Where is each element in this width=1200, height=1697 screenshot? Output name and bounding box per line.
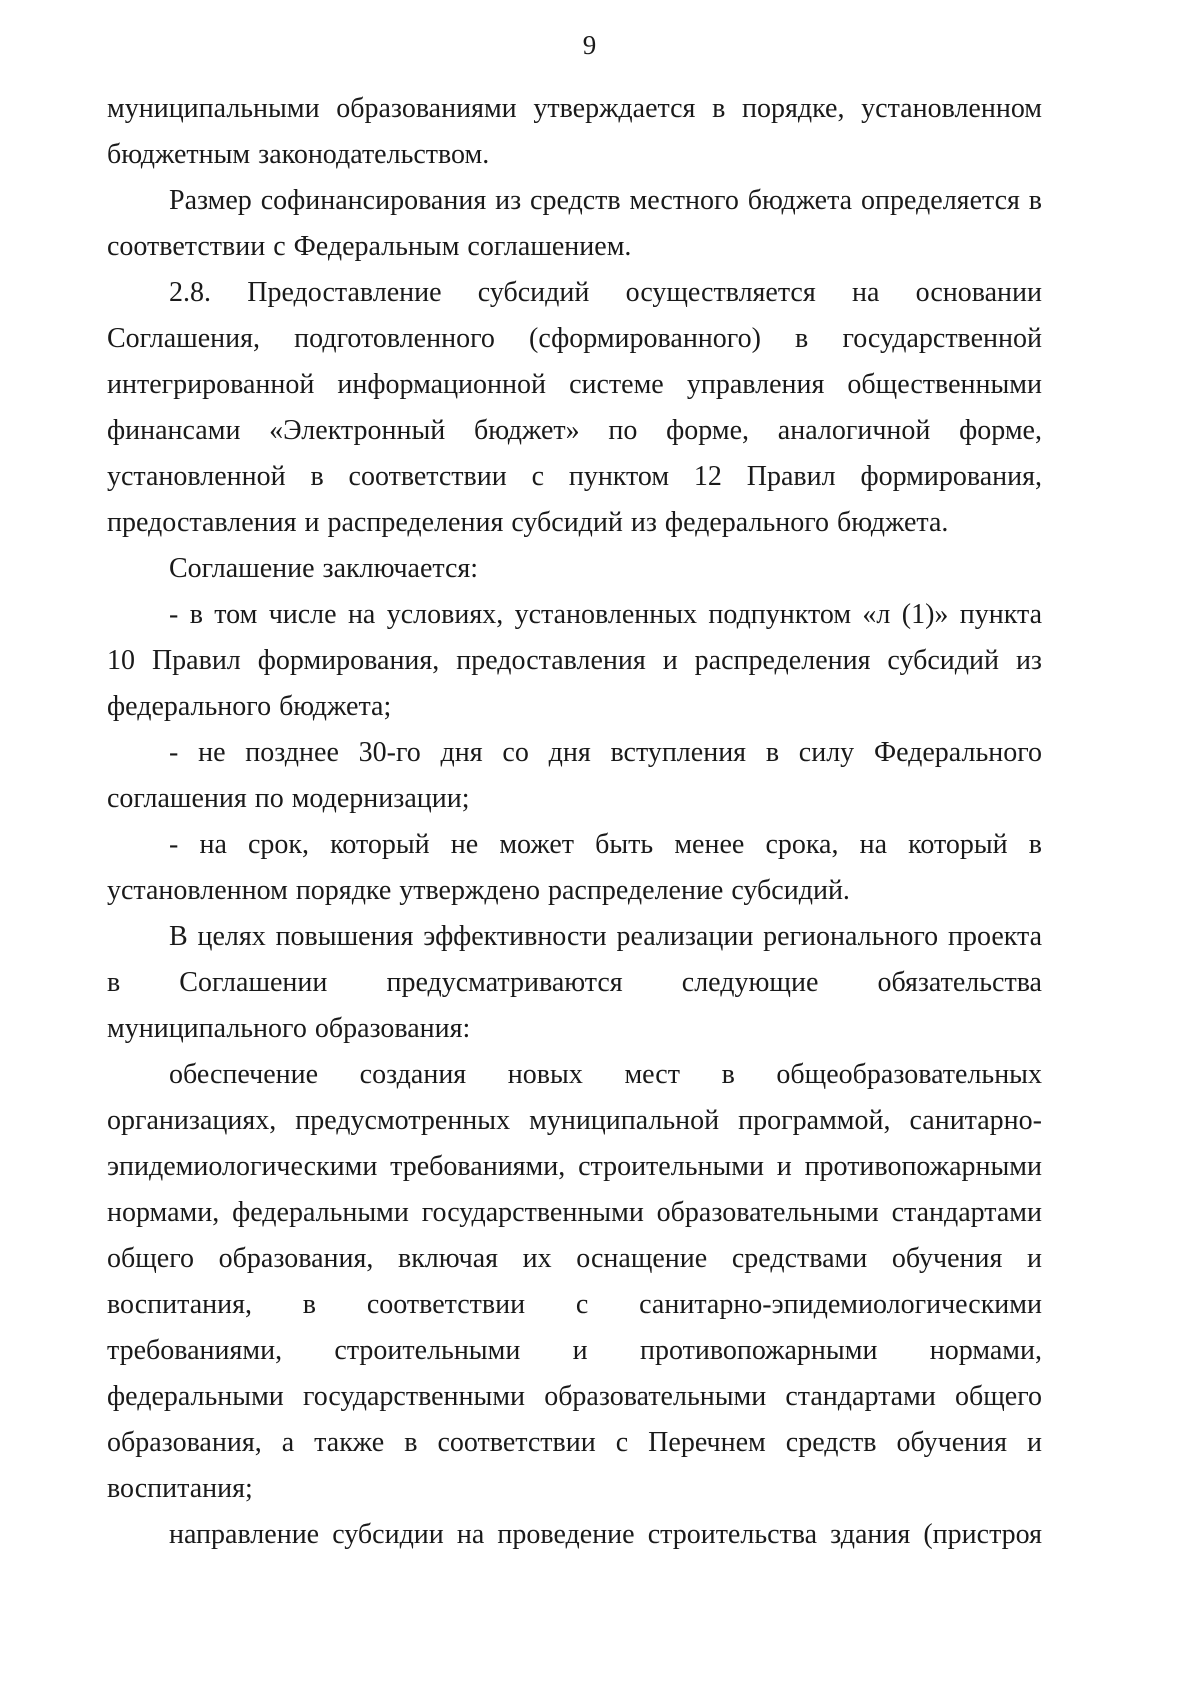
- paragraph-continuation: муниципальными образованиями утверждается в порядке, установленном бюджетным законодательством.: [107, 93, 1042, 170]
- paragraph-obligation-new-places: обеспечение создания новых мест в общеобразовательных организациях, предусмотренных муниципальной программой, санитарно-эпидемиологическими требованиями, строительными и противопожарными нормами, федеральными государственными образовательными стандартами общего образования, включая их оснащение средствами обучения и воспитания, в соответствии с санитарно-эпидемиологическими требованиями, строительными и противопожарными нормами, федеральными государственными образовательными стандартами общего образования, а также в соответствии с Перечнем средств обучения и воспитания;: [107, 1059, 1042, 1504]
- paragraph-list-item-deadline: - не позднее 30-го дня со дня вступления в силу Федерального соглашения по модернизации;: [107, 737, 1042, 814]
- page-number: 9: [582, 30, 597, 60]
- paragraph-clause-2-8: 2.8. Предоставление субсидий осуществляется на основании Соглашения, подготовленного (сформированного) в государственной интегрированной информационной системе управления общественными финансами «Электронный бюджет» по форме, аналогичной форме, установленной в соответствии с пунктом 12 Правил формирования, предоставления и распределения субсидий из федерального бюджета.: [107, 277, 1042, 538]
- paragraph-agreement-intro: Соглашение заключается:: [169, 553, 479, 584]
- paragraph-cofinancing: Размер софинансирования из средств местного бюджета определяется в соответствии с Федеральным соглашением.: [107, 185, 1042, 262]
- paragraph-obligation-subsidy-direction: направление субсидии на проведение строительства здания (пристроя: [169, 1519, 1042, 1550]
- document-body: [107, 86, 1042, 1558]
- paragraph-list-item-term: - на срок, который не может быть менее срока, на который в установленном порядке утверждено распределение субсидий.: [107, 829, 1042, 906]
- paragraph-obligations-intro: В целях повышения эффективности реализации регионального проекта в Соглашении предусматриваются следующие обязательства муниципального образования:: [107, 921, 1042, 1044]
- paragraph-list-item-conditions: - в том числе на условиях, установленных подпунктом «л (1)» пункта 10 Правил формирования, предоставления и распределения субсидий из федерального бюджета;: [107, 599, 1042, 722]
